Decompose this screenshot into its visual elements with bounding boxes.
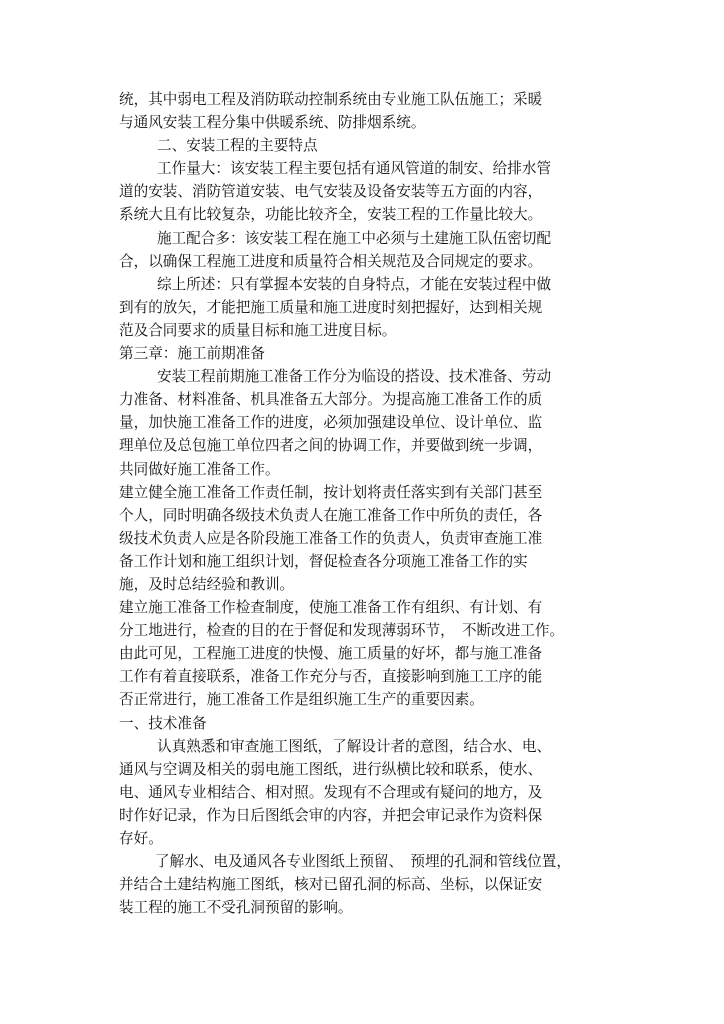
text-line: 综上所述：只有掌握本安装的自身特点，才能在安装过程中做 xyxy=(157,275,552,293)
text-line: 分工地进行，检查的目的在于督促和发现薄弱环节， 不断改进工作。 xyxy=(119,622,565,640)
text-line: 建立施工准备工作检查制度，使施工准备工作有组织、有计划、有 xyxy=(119,599,543,617)
text-line: 电、通风专业相结合、相对照。发现有不合理或有疑问的地方，及 xyxy=(119,783,543,801)
document-body xyxy=(119,88,619,919)
text-line: 备工作计划和施工组织计划，督促检查各分项施工准备工作的实 xyxy=(119,552,528,570)
section-heading: 二、安装工程的主要特点 xyxy=(157,137,318,155)
text-line: 安装工程前期施工准备工作分为临设的搭设、技术准备、劳动 xyxy=(157,368,552,386)
text-line: 工作量大：该安装工程主要包括有通风管道的制安、给排水管 xyxy=(157,160,552,178)
text-line: 道的安装、消防管道安装、电气安装及设备安装等五方面的内容， xyxy=(119,183,543,201)
text-line: 建立健全施工准备工作责任制，按计划将责任落实到有关部门甚至 xyxy=(119,483,543,501)
text-line: 否正常进行，施工准备工作是组织施工生产的重要因素。 xyxy=(119,691,484,709)
text-line: 统，其中弱电工程及消防联动控制系统由专业施工队伍施工；采暖 xyxy=(119,91,543,108)
text-line: 存好。 xyxy=(119,830,163,847)
text-line: 施，及时总结经验和教训。 xyxy=(119,575,295,593)
text-line: 认真熟悉和审查施工图纸，了解设计者的意图，结合水、电、 xyxy=(157,737,552,755)
text-line: 量，加快施工准备工作的进度，必须加强建设单位、设计单位、监 xyxy=(119,414,543,432)
text-line: 装工程的施工不受孔洞预留的影响。 xyxy=(119,899,353,917)
text-line: 合，以确保工程施工进度和质量符合相关规范及合同规定的要求。 xyxy=(119,252,543,270)
text-line: 了解水、电及通风各专业图纸上预留、 预埋的孔洞和管线位置， xyxy=(155,853,571,871)
text-line: 范及合同要求的质量目标和施工进度目标。 xyxy=(119,321,397,339)
text-line: 到有的放矢，才能把施工质量和施工进度时刻把握好，达到相关规 xyxy=(119,298,543,316)
text-line: 个人，同时明确各级技术负责人在施工准备工作中所负的责任，各 xyxy=(119,506,543,524)
text-line: 理单位及总包施工单位四者之间的协调工作，并要做到统一步调， xyxy=(119,437,543,455)
text-line: 与通风安装工程分集中供暖系统、防排烟系统。 xyxy=(119,114,426,132)
text-line: 工作有着直接联系，准备工作充分与否，直接影响到施工工序的能 xyxy=(119,668,543,686)
section-heading: 一、技术准备 xyxy=(119,714,207,732)
text-line: 共同做好施工准备工作。 xyxy=(119,460,280,478)
text-line: 由此可见，工程施工进度的快慢、施工质量的好坏，都与施工准备 xyxy=(119,645,543,663)
text-line: 通风与空调及相关的弱电施工图纸，进行纵横比较和联系，使水、 xyxy=(119,760,543,778)
text-line: 系统大且有比较复杂，功能比较齐全，安装工程的工作量比较大。 xyxy=(119,206,543,224)
chapter-heading: 第三章：施工前期准备 xyxy=(119,345,265,363)
text-line: 时作好记录，作为日后图纸会审的内容，并把会审记录作为资料保 xyxy=(119,806,543,824)
text-line: 力准备、材料准备、机具准备五大部分。为提高施工准备工作的质 xyxy=(119,391,543,409)
text-line: 施工配合多：该安装工程在施工中必须与土建施工队伍密切配 xyxy=(157,229,552,247)
text-line: 级技术负责人应是各阶段施工准备工作的负责人，负责审查施工准 xyxy=(119,529,543,547)
text-line: 并结合土建结构施工图纸，核对已留孔洞的标高、坐标，以保证安 xyxy=(119,876,543,894)
